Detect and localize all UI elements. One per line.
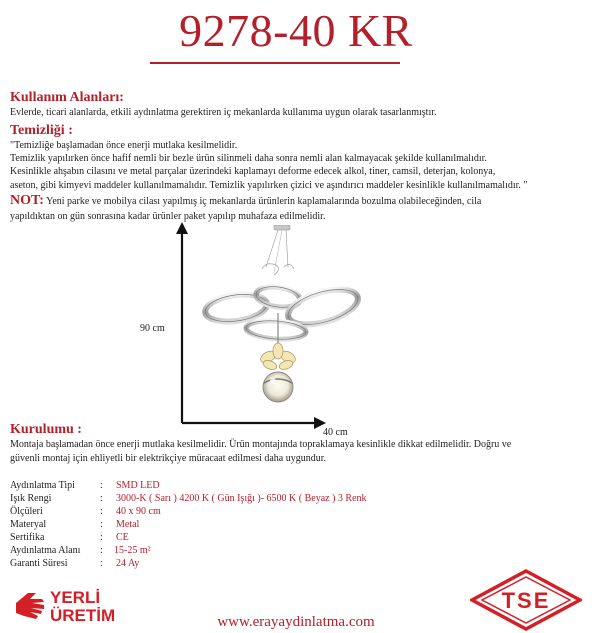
cleaning-text [10,139,528,192]
spec-colon: : [100,532,103,543]
spec-label: Materyal [10,519,47,530]
height-dimension-label: 90 cm [140,323,165,334]
spec-label: Sertifika [10,532,45,543]
spec-colon: : [100,493,103,504]
spec-label: Garanti Süresi [10,558,68,569]
spec-label: Işık Rengi [10,493,52,504]
spec-colon: : [100,506,103,517]
spec-row [10,531,430,544]
badge-line-2: ÜRETİM [50,606,116,625]
usage-heading: Kullanım Alanları: [10,90,124,105]
spec-row [10,492,430,505]
spec-value: 24 Ay [116,558,140,569]
spec-colon: : [100,545,103,556]
spec-value: 40 x 90 cm [116,506,161,517]
spec-colon: : [100,480,103,491]
cleaning-line: Kesinlikle ahşabın cilasını ve metal parçalar üzerindeki kaplamayı deforme edecek alkol, tiner, camsil, deterjan, kolonya, [10,166,496,178]
spec-label: Ölçüleri [10,506,43,517]
spec-row [10,557,430,570]
spec-row [10,479,430,492]
width-dimension-label: 40 cm [323,427,348,438]
spec-label: Aydınlatma Tipi [10,480,75,491]
note-line-2: yapıldıktan on gün sonrasına kadar ürünler paket yapılıp muhafaza edilmelidir. [10,211,326,222]
spec-table [10,479,430,570]
spec-colon: : [100,519,103,530]
note-heading: NOT: [10,193,44,208]
spec-value: Metal [116,519,140,530]
tse-text: TSE [501,588,551,613]
spec-row [10,518,430,531]
spec-row [10,505,430,518]
cleaning-line: aseton, gibi kimyevi maddeler kullanılmamalıdır. Temizlik yapılırken çizici ve aşındırıcı maddeler kesinlikle kullanılmamalıdır. " [10,179,528,191]
note-text-1: Yeni parke ve mobilya cilası yapılmış iç mekanlarda ürünlerin kaplamalarında bozulma olabileceğinden, cila [46,196,482,207]
cleaning-line: Temizlik yapılırken önce hafif nemli bir bezle ürün silinmeli daha sonra nemli alan kalmayacak şekilde kullanılmalıdır. [10,153,487,165]
cleaning-heading: Temizliği : [10,123,73,138]
usage-text: Evlerde, ticari alanlarda, etkili aydınlatma gerektiren iç mekanlarda kullanıma uygun olarak tasarlanmıştır. [10,107,437,118]
cleaning-line: "Temizliğe başlamadan önce enerji mutlaka kesilmelidir. [10,140,238,151]
installation-line-1: Montaja başlamadan önce enerji mutlaka kesilmelidir. Ürün montajında topraklamaya kesinlikle dikkat edilmelidir. Doğru ve [10,439,512,450]
installation-line-2: güvenli montaj için ehliyetli bir elektrikçiye müracaat edilmesi daha uygundur. [10,453,327,464]
website-link[interactable]: www.erayaydinlatma.com [217,614,375,630]
spec-colon: : [100,558,103,569]
spec-value: CE [116,532,129,543]
chandelier-product-image [196,225,366,425]
installation-heading: Kurulumu : [10,422,82,437]
spec-value: SMD LED [116,480,160,491]
spec-label: Aydınlatma Alanı [10,545,81,556]
spec-row [10,544,430,557]
product-code-title: 9278-40 KR [179,5,413,56]
spec-value: 15-25 m² [114,545,151,556]
spec-value: 3000-K ( Sarı ) 4200 K ( Gün Işığı )- 6500 K ( Beyaz ) 3 Renk [116,493,367,504]
note-line-1 [10,193,481,210]
title-underline [150,62,400,64]
badge-line-1: YERLİ [50,588,101,607]
